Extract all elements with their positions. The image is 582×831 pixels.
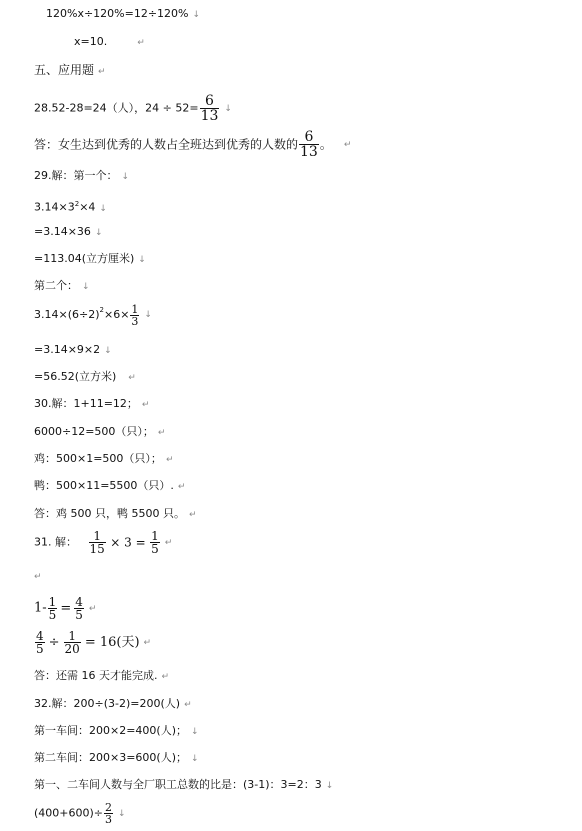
empty-line [34,568,42,585]
fraction-numerator: 6 [200,94,220,109]
equation-text: ×4 [79,200,96,214]
equation-text: 第二车间：200×3=600(人)； [34,751,188,764]
paragraph-mark: ↵ [128,373,136,383]
equation-line [34,723,199,740]
equation-text: 鸡：500×1=500（只）； [34,452,162,465]
line-break-mark: ↓ [99,203,107,214]
paragraph-mark: ↵ [165,455,174,465]
equation-text: x=10. [74,35,108,48]
equation-line [34,596,96,621]
fraction-numerator: 1 [89,530,106,543]
fraction-numerator: 1 [131,302,139,316]
equation-line [34,251,146,268]
line-break-mark: ↓ [104,346,112,356]
equation-line [34,451,173,468]
equation-text: =56.52(立方米) [34,370,117,383]
line-break-mark: ↓ [118,808,126,819]
answer-30-line [34,506,197,523]
answer-30-text: 答：鸡 500 只，鸭 5500 只。 [34,507,185,520]
problem-31-title: 31. 解： [34,535,77,549]
answer-28-line [34,130,351,159]
fraction-denominator: 13 [300,144,318,160]
exponent: 2 [99,306,104,314]
equation-text: 第一、二车间人数与全厂职工总数的比是：(3-1)：3=2：3 [34,778,322,791]
fraction-numerator: 2 [105,801,113,814]
paragraph-mark: ↵ [343,139,352,150]
line-break-mark: ↓ [94,228,103,238]
fraction-1-5 [150,530,160,555]
fraction-4-5 [35,630,45,655]
fraction-6-13 [200,94,220,123]
problem-30-heading [34,396,149,413]
line-break-mark: ↓ [82,282,90,292]
problem-31-line [34,530,172,555]
fraction-1-5 [48,596,58,621]
equation-text: 6000÷12=500（只）； [34,425,154,438]
equation-text: 1- [34,600,47,616]
equation-text: 3.14×3 [34,200,75,214]
sub-heading [34,278,90,295]
equation-text: 鸭：500×11=5500（只）. [34,479,174,492]
equation-text: =113.04(立方厘米) [34,252,135,265]
equation-line [34,478,185,495]
fraction-2-3 [104,802,113,825]
answer-28-end: 。 [319,137,332,152]
equation-line [34,196,107,217]
result-text: = 16(天) [84,634,140,650]
paragraph-mark: ↵ [137,38,145,48]
paragraph-mark: ↵ [188,510,197,520]
paragraph-mark: ↵ [143,637,152,648]
equation-line [34,424,165,441]
line-break-mark: ↓ [138,255,146,265]
problem-28-line [34,94,232,123]
operator-text: × 3 = [110,535,146,550]
line-break-mark: ↓ [144,310,152,320]
fraction-denominator: 20 [64,642,80,656]
sub-heading-text: 第二个： [34,279,78,292]
paragraph-mark: ↵ [157,428,166,438]
fraction-4-5 [74,596,84,621]
fraction-1-15 [89,530,106,555]
equation-line [34,630,151,655]
equation-line [34,369,136,386]
line-break-mark: ↓ [191,727,199,737]
equation-line [34,777,333,794]
line-break-mark: ↓ [191,754,199,764]
fraction-numerator: 1 [64,630,81,643]
section-heading [34,62,106,80]
paragraph-mark: ↵ [164,537,173,548]
equation-line [46,6,200,23]
fraction-denominator: 13 [200,108,219,124]
equation-line [34,750,199,767]
fraction-denominator: 15 [89,542,105,556]
fraction-denominator: 3 [131,314,139,328]
fraction-numerator: 4 [75,595,83,609]
equation-text: (400+600)÷ [34,806,104,820]
equals-sign: = [60,600,72,616]
equation-line [34,302,152,327]
fraction-1-20 [64,630,81,655]
equation-text: =3.14×9×2 [34,343,101,356]
equation-text: =3.14×36 [34,225,91,238]
equation-line [74,34,145,51]
fraction-1-3 [130,304,139,327]
problem-28-text: 28.52-28=24（人），24 ÷ 52= [34,101,199,115]
section-title: 五、应用题 [34,63,95,77]
line-break-mark: ↓ [325,781,334,791]
equation-line [34,224,102,241]
fraction-numerator: 6 [299,130,319,145]
problem-30-title: 30.解：1+11=12； [34,397,138,410]
line-break-mark: ↓ [192,10,201,20]
paragraph-mark: ↵ [161,672,170,682]
fraction-denominator: 3 [105,813,113,826]
equation-line [34,802,126,825]
paragraph-mark: ↵ [34,572,42,582]
line-break-mark: ↓ [121,172,130,182]
fraction-denominator: 5 [36,642,44,656]
equation-text: ×6× [103,308,130,321]
fraction-denominator: 5 [75,608,83,622]
paragraph-mark: ↵ [177,482,186,492]
equation-text: 3.14×(6÷2) [34,308,100,321]
fraction-denominator: 5 [48,608,57,622]
fraction-numerator: 1 [151,529,159,543]
fraction-denominator: 5 [151,542,159,556]
answer-31-line [34,668,169,685]
divide-sign: ÷ [48,634,60,650]
fraction-6-13 [299,130,319,159]
line-break-mark: ↓ [224,103,232,114]
answer-31-text: 答：还需 16 天才能完成. [34,669,158,682]
paragraph-mark: ↵ [88,603,97,614]
fraction-numerator: 1 [48,595,57,609]
paragraph-mark: ↵ [98,67,106,77]
paragraph-mark: ↵ [141,400,150,410]
problem-32-heading [34,696,192,713]
problem-32-title: 32.解：200÷(3-2)=200(人) [34,697,181,710]
equation-text: 120%x÷120%=12÷120% [46,7,189,20]
equation-line [34,342,112,359]
problem-29-title: 29.解：第一个： [34,169,118,182]
answer-28-text: 答：女生达到优秀的人数占全班达到优秀的人数的 [34,137,299,152]
paragraph-mark: ↵ [184,700,192,710]
fraction-numerator: 4 [36,629,44,643]
exponent: 2 [74,200,80,208]
problem-29-heading [34,168,129,185]
equation-text: 第一车间：200×2=400(人)； [34,724,188,737]
